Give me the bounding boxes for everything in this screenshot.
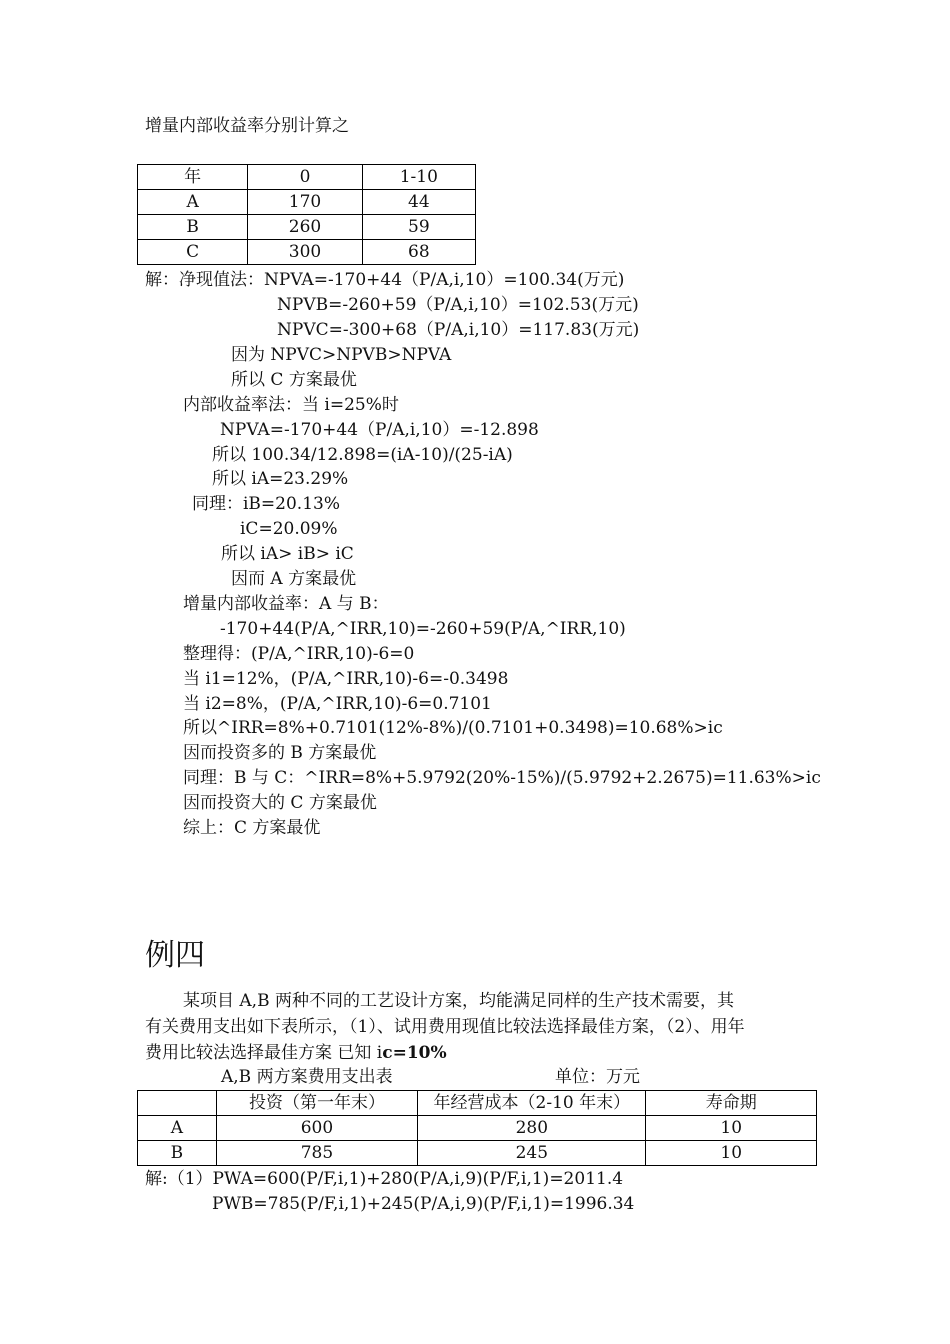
solution-line: 同理：B 与 C：^IRR=8%+5.9792(20%-15%)/(5.9792+2.2675)=11.63%>ic [183, 768, 821, 788]
table-row [138, 1141, 817, 1166]
table-cell: 59 [362, 215, 475, 240]
table-cell: 10 [646, 1141, 817, 1166]
solution-line: 增量内部收益率：A 与 B： [183, 594, 389, 614]
solution-line: 所以 iA=23.29% [212, 469, 349, 489]
problem-line: 某项目 A,B 两种不同的工艺设计方案，均能满足同样的生产技术需要，其 [183, 991, 734, 1011]
solution-line: 所以^IRR=8%+0.7101(12%-8%)/(0.7101+0.3498)=10.68%>ic [183, 718, 723, 738]
table-cell: 600 [216, 1116, 417, 1141]
solution-line: 因而投资多的 B 方案最优 [183, 743, 377, 763]
solution-line: 内部收益率法：当 i=25%时 [183, 395, 399, 415]
table-cell: 10 [646, 1116, 817, 1141]
table-header-cell: 寿命期 [646, 1091, 817, 1116]
solution-line: 所以 C 方案最优 [231, 370, 357, 390]
table-cell: 260 [248, 215, 362, 240]
table-cell: 170 [248, 190, 362, 215]
solution-line: iC=20.09% [240, 519, 338, 539]
table-header-row [138, 165, 476, 190]
section-heading: 例四 [145, 938, 205, 973]
table-header-row [138, 1091, 817, 1116]
intro-line: 增量内部收益率分别计算之 [145, 116, 349, 136]
cost-table [137, 1090, 817, 1166]
problem-line [145, 1042, 447, 1064]
table-cell: B [138, 1141, 217, 1166]
table-cell: 245 [418, 1141, 646, 1166]
solution-line: 当 i2=8%，(P/A,^IRR,10)-6=0.7101 [183, 694, 492, 714]
solution-line: 因为 NPVC>NPVB>NPVA [231, 345, 452, 365]
solution-line: 解:（1）PWA=600(P/F,i,1)+280(P/A,i,9)(P/F,i,1)=2011.4 [145, 1169, 624, 1189]
table-cell: B [138, 215, 248, 240]
problem-line: 有关费用支出如下表所示，（1）、试用费用现值比较法选择最佳方案，（2）、用年 [145, 1017, 745, 1037]
cash-flow-table [137, 164, 476, 265]
table-cell: 68 [362, 240, 475, 265]
solution-line: NPVA=-170+44（P/A,i,10）=-12.898 [220, 420, 539, 440]
table-unit: 单位：万元 [555, 1067, 640, 1087]
table-header-cell: 0 [248, 165, 362, 190]
solution-line: 因而 A 方案最优 [231, 569, 357, 589]
solution-line: PWB=785(P/F,i,1)+245(P/A,i,9)(P/F,i,1)=1996.34 [212, 1194, 635, 1214]
solution-line: NPVC=-300+68（P/A,i,10）=117.83(万元) [277, 320, 640, 340]
solution-line: 所以 100.34/12.898=(iA-10)/(25-iA) [212, 445, 513, 465]
table-cell: 44 [362, 190, 475, 215]
solution-line: 因而投资大的 C 方案最优 [183, 793, 377, 813]
table-row [138, 240, 476, 265]
table-cell: 280 [418, 1116, 646, 1141]
solution-line: -170+44(P/A,^IRR,10)=-260+59(P/A,^IRR,10) [220, 619, 626, 639]
table-cell: C [138, 240, 248, 265]
table-header-cell: 年 [138, 165, 248, 190]
solution-line: NPVB=-260+59（P/A,i,10）=102.53(万元) [277, 295, 639, 315]
table-header-cell [138, 1091, 217, 1116]
table-header-cell: 1-10 [362, 165, 475, 190]
table-header-cell: 年经营成本（2-10 年末） [418, 1091, 646, 1116]
solution-line: 当 i1=12%，(P/A,^IRR,10)-6=-0.3498 [183, 669, 509, 689]
table-caption: A,B 两方案费用支出表 [221, 1067, 393, 1087]
table-cell: 300 [248, 240, 362, 265]
table-row [138, 215, 476, 240]
solution-line: 解：净现值法：NPVA=-170+44（P/A,i,10）=100.34(万元) [145, 270, 625, 290]
solution-line: 综上：C 方案最优 [183, 818, 321, 838]
table-cell: 785 [216, 1141, 417, 1166]
interest-rate-value: c=10% [382, 1043, 447, 1063]
problem-text: 费用比较法选择最佳方案 已知 i [145, 1043, 383, 1063]
solution-line: 所以 iA> iB> iC [221, 544, 354, 564]
table-cell: A [138, 190, 248, 215]
table-cell: A [138, 1116, 217, 1141]
solution-line: 同理：iB=20.13% [192, 494, 340, 514]
table-row [138, 1116, 817, 1141]
table-header-cell: 投资（第一年末） [216, 1091, 417, 1116]
solution-line: 整理得：(P/A,^IRR,10)-6=0 [183, 644, 415, 664]
table-row [138, 190, 476, 215]
